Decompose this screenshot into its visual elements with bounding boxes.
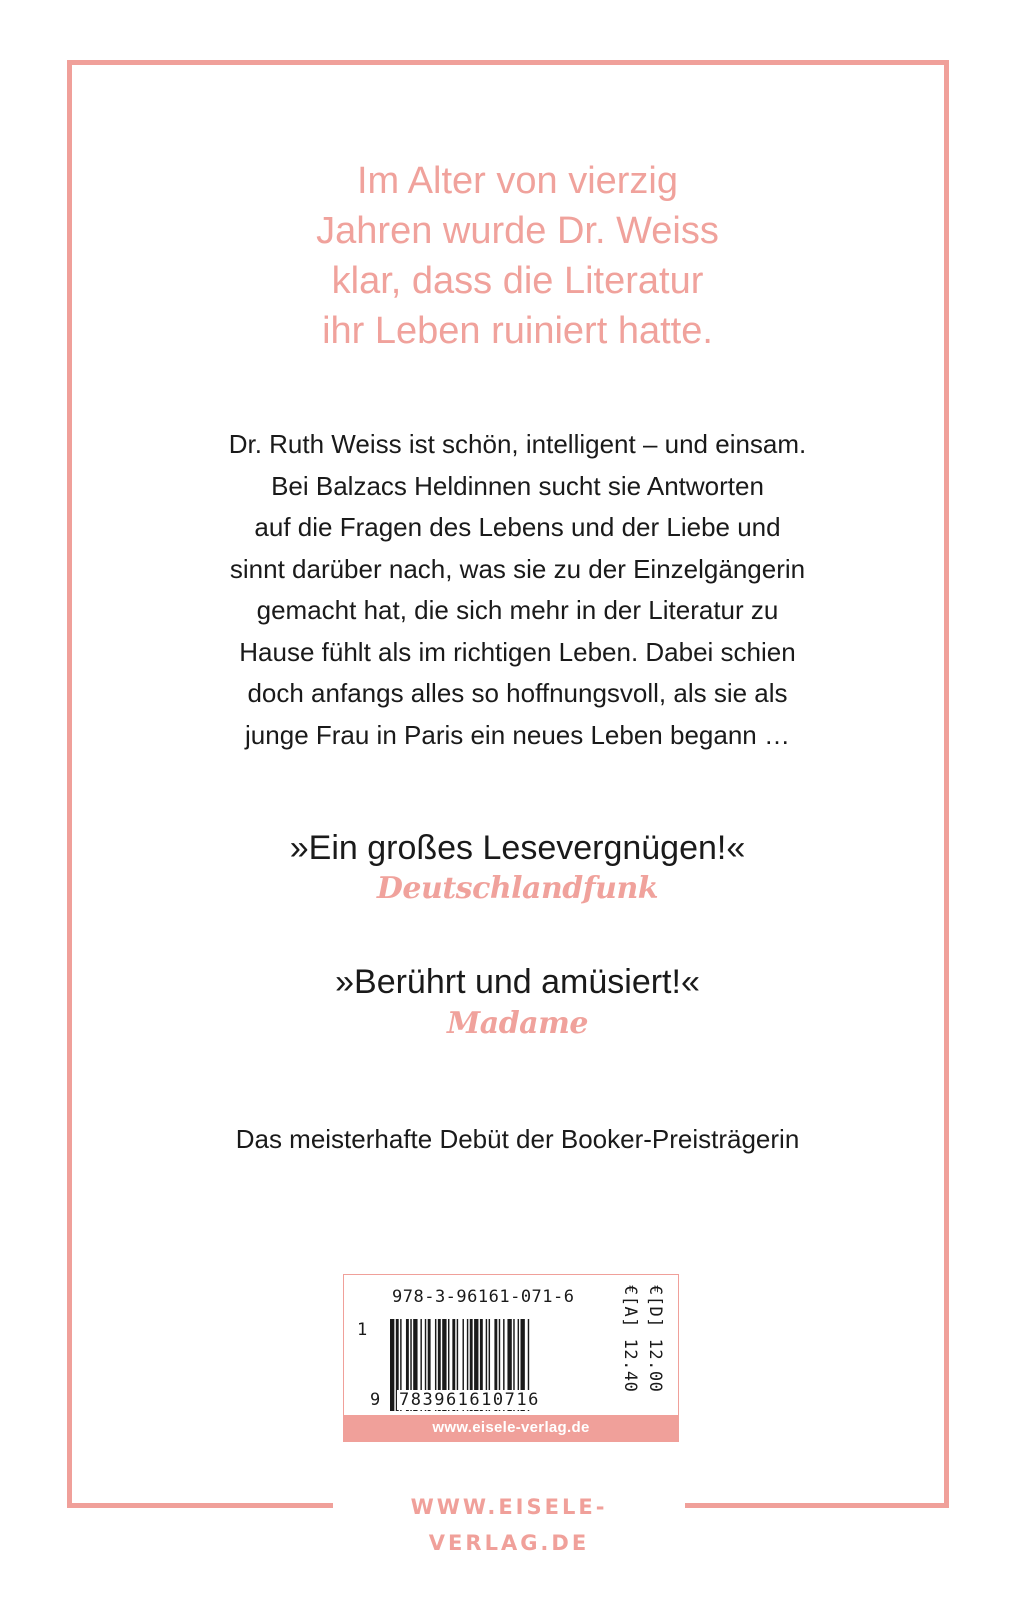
headline-line: Jahren wurde Dr. Weiss: [316, 210, 719, 252]
publisher-url-strip: www.eisele-verlag.de: [344, 1415, 678, 1441]
quote-source: Madame: [447, 1006, 588, 1041]
price-austria: €[A] 12.40: [620, 1285, 640, 1393]
barcode-lead-digit: 9: [370, 1390, 381, 1410]
tagline: Das meisterhafte Debüt der Booker-Preisträgerin: [235, 1124, 800, 1154]
press-quote: »Berührt und amüsiert!«: [335, 963, 700, 1001]
blurb-line: Bei Balzacs Heldinnen sucht sie Antworten: [271, 470, 764, 501]
publisher-website: WWW.EISELE-VERLAG.DE: [333, 1489, 685, 1525]
blurb-line: junge Frau in Paris ein neues Leben begann …: [245, 719, 790, 750]
quote-source: Deutschlandfunk: [376, 871, 659, 906]
press-quote: »Ein großes Lesevergnügen!«: [289, 829, 746, 867]
headline: [150, 156, 885, 356]
headline-line: ihr Leben ruiniert hatte.: [322, 310, 713, 352]
blurb-line: Hause fühlt als im richtigen Leben. Dabei schien: [239, 636, 796, 667]
blurb-line: doch anfangs alles so hoffnungsvoll, als sie als: [247, 678, 788, 708]
blurb-line: sinnt darüber nach, was sie zu der Einzelgängerin: [229, 553, 806, 584]
barcode-box: [343, 1274, 679, 1442]
barcode-digits: 783961610716: [399, 1390, 540, 1410]
isbn-number: 978-3-96161-071-6: [392, 1287, 575, 1307]
headline-line: klar, dass die Literatur: [331, 260, 704, 302]
blurb: [140, 424, 895, 756]
headline-line: Im Alter von vierzig: [357, 160, 678, 202]
price-germany: €[D] 12.00: [645, 1285, 665, 1393]
blurb-line: Dr. Ruth Weiss ist schön, intelligent – und einsam.: [228, 429, 807, 459]
blurb-line: gemacht hat, die sich mehr in der Literatur zu: [256, 595, 779, 625]
blurb-line: auf die Fragen des Lebens und der Liebe und: [254, 512, 781, 542]
barcode-addon-digit: 1: [357, 1320, 368, 1340]
